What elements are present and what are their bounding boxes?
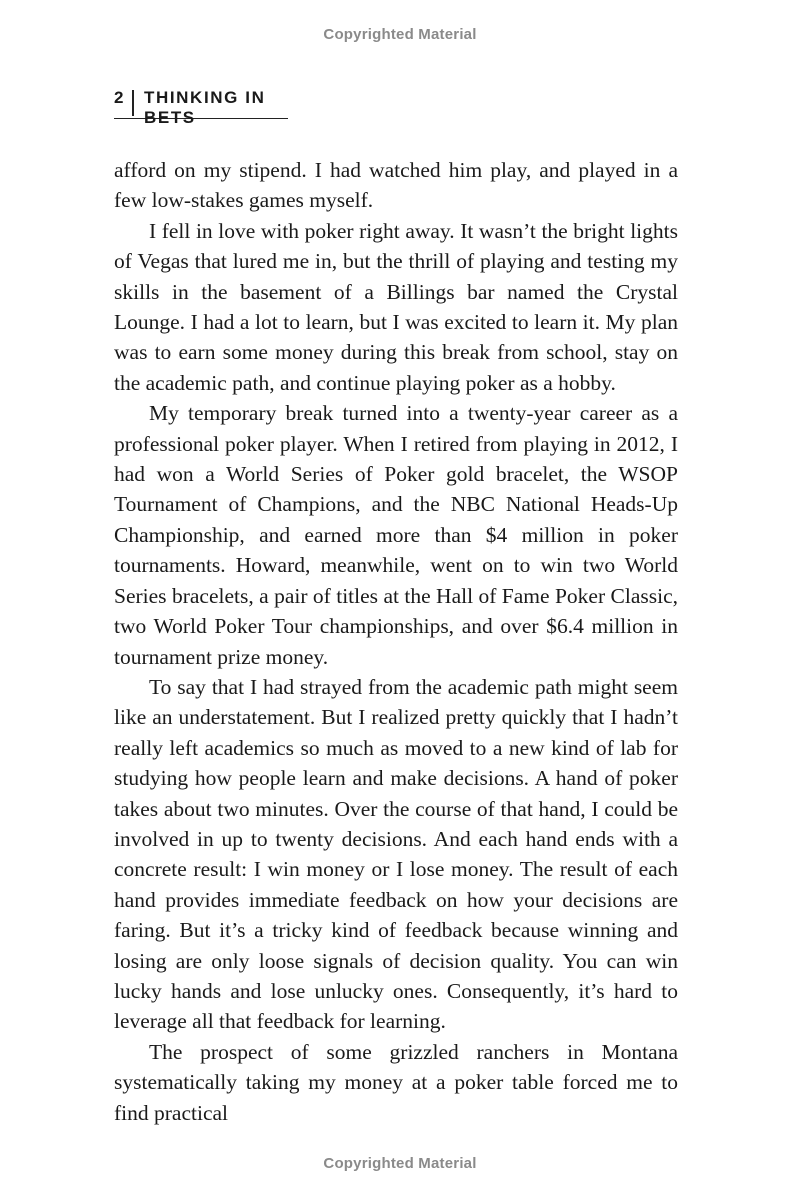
paragraph: The prospect of some grizzled ranchers in Montana systematically taking my money at a poker table forced me to find practical [114,1039,678,1125]
running-head [114,88,288,127]
paragraph: To say that I had strayed from the academic path might seem like an understatement. But I realized pretty quickly that I hadn’t really left academics so much as moved to a new kind of lab for studying how people learn and make decisions. A hand of poker takes about two minutes. Over the course of that hand, I could be involved in up to twenty decisions. And each hand ends with a concrete result: I win money or I lose money. The result of each hand provides immediate feedback on how your decisions are faring. But it’s a tricky kind of feedback because winning and losing are only loose signals of decision quality. You can win lucky hands and lose unlucky ones. Consequently, it’s hard to leverage all that feedback for learning. [114,674,678,1034]
paragraph-continued: afford on my stipend. I had watched him play, and played in a few low-stakes games myself. [114,158,678,213]
book-title: THINKING IN BETS [144,88,266,127]
copyright-notice-top: Copyrighted Material [323,26,477,43]
running-head-divider [132,90,134,116]
copyright-notice-bottom: Copyrighted Material [323,1155,477,1172]
paragraph: My temporary break turned into a twenty-year career as a professional poker player. When I retired from playing in 2012, I had won a World Series of Poker gold bracelet, the WSOP Tournament of Champions, and the NBC National Heads-Up Championship, and earned more than $4 million in poker tournaments. Howard, meanwhile, went on to win two World Series bracelets, a pair of titles at the Hall of Fame Poker Classic, two World Poker Tour championships, and over $6.4 million in tournament prize money. [114,401,678,669]
paragraph: I fell in love with poker right away. It wasn’t the bright lights of Vegas that lured me in, but the thrill of playing and testing my skills in the basement of a Billings bar named the Crystal Lounge. I had a lot to learn, but I was excited to learn it. My plan was to earn some money during this break from school, stay on the academic path, and continue playing poker as a hobby. [114,218,678,395]
page-number: 2 [114,88,124,107]
body-text [114,155,678,1128]
